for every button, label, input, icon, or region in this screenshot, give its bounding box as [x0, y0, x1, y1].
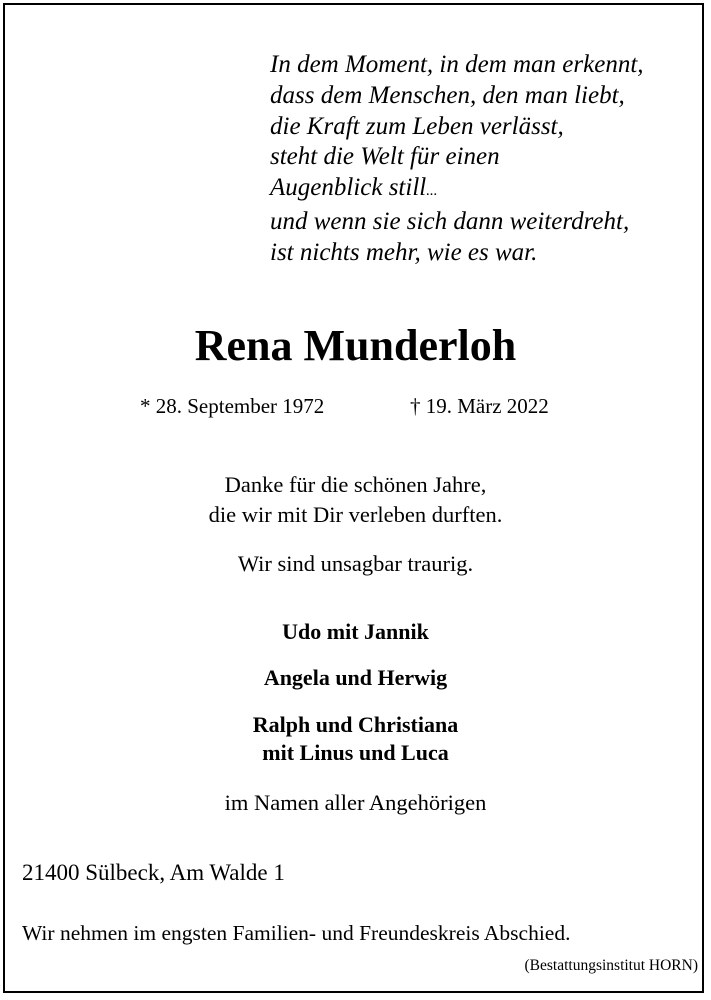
- death-date: † 19. März 2022: [410, 394, 549, 418]
- funeral-home-credit: (Bestattungsinstitut HORN): [524, 957, 698, 974]
- thanks-line: die wir mit Dir verleben durften.: [208, 502, 503, 527]
- poem-line: die Kraft zum Leben verlässt,: [270, 112, 564, 140]
- mourner-line: Ralph und Christiana: [252, 712, 459, 737]
- mourner-line: mit Linus und Luca: [262, 740, 449, 765]
- poem-line: ist nichts mehr, wie es war.: [270, 238, 538, 266]
- poem-line: Augenblick still: [270, 174, 427, 202]
- poem-line: steht die Welt für einen: [270, 143, 500, 171]
- sad-message: Wir sind unsagbar traurig.: [237, 551, 474, 576]
- poem-ellipsis: ...: [426, 183, 438, 200]
- mourner-family-3: [0, 711, 711, 767]
- birth-date: * 28. September 1972: [140, 394, 325, 418]
- mourner-family-2: Angela und Herwig: [263, 665, 448, 690]
- poem-line: und wenn sie sich dann weiterdreht,: [270, 207, 630, 235]
- poem: [270, 50, 644, 269]
- on-behalf-line: im Namen aller Angehörigen: [224, 790, 487, 815]
- poem-line: In dem Moment, in dem man erkennt,: [270, 51, 644, 78]
- poem-line-with-ellipsis: [270, 173, 644, 207]
- address: 21400 Sülbeck, Am Walde 1: [22, 860, 285, 885]
- thanks-line: Danke für die schönen Jahre,: [224, 472, 487, 497]
- farewell-note: Wir nehmen im engsten Familien- und Freundeskreis Abschied.: [22, 921, 571, 945]
- thanks-message: [0, 470, 711, 530]
- poem-line: dass dem Menschen, den man liebt,: [270, 81, 625, 109]
- deceased-name: Rena Munderloh: [194, 321, 517, 370]
- mourner-family-1: Udo mit Jannik: [282, 619, 429, 644]
